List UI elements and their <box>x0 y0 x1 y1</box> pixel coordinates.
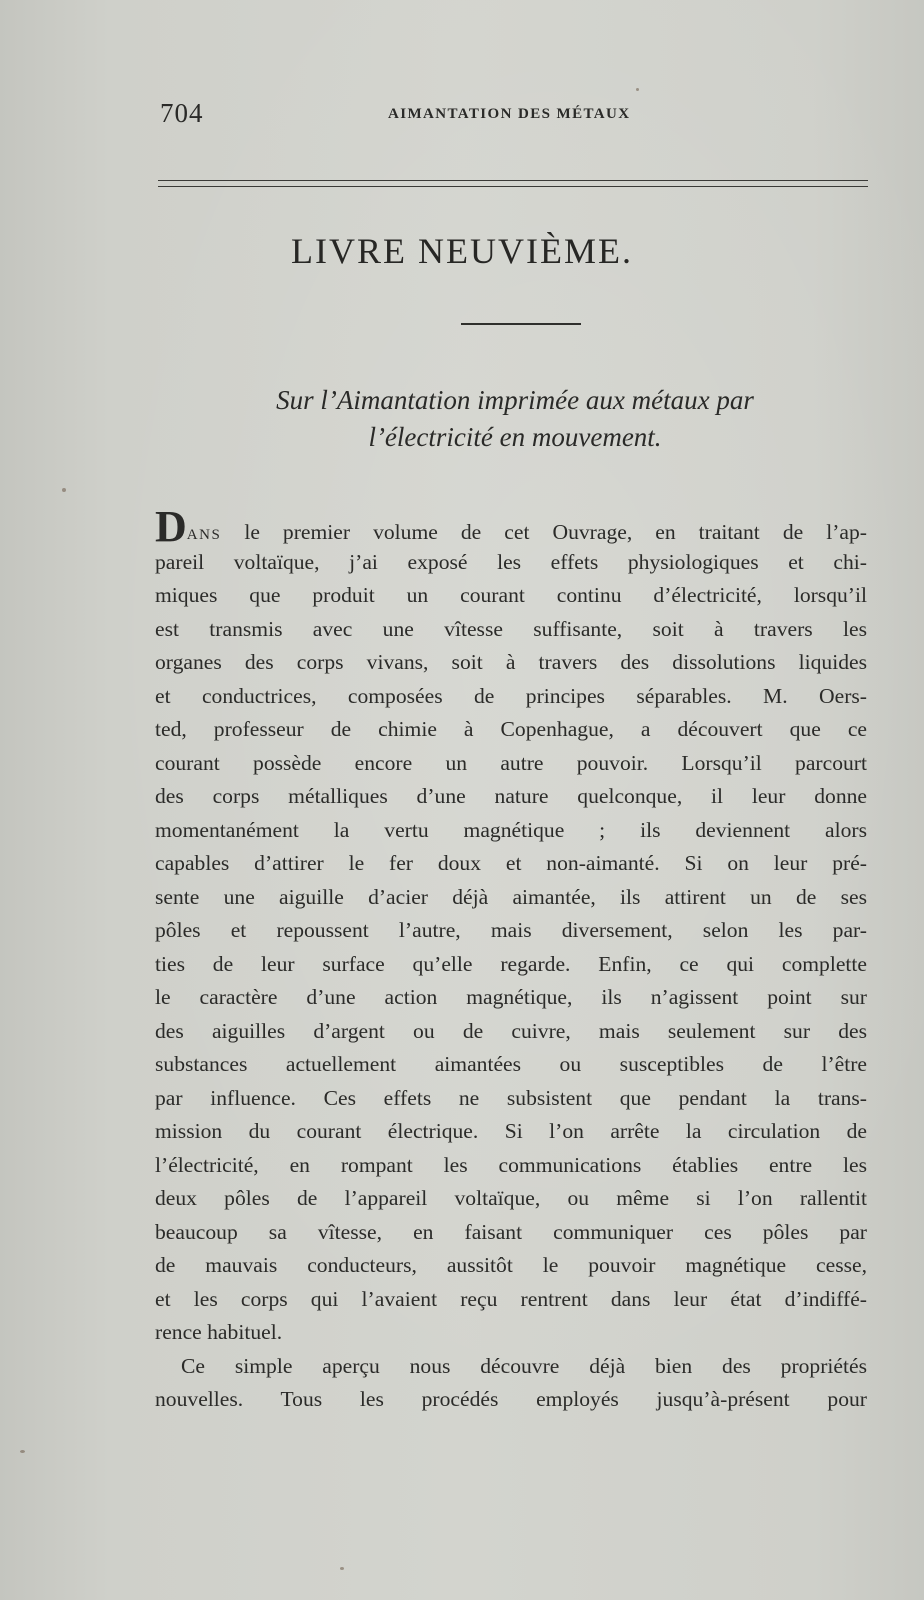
paper-speck <box>340 1567 344 1570</box>
text-line: beaucoup sa vîtesse, en faisant communiquer ces pôles par <box>155 1219 867 1244</box>
text-line: est transmis avec une vîtesse suffisante, soit à travers les <box>155 616 867 641</box>
text-line: ties de leur surface qu’elle regarde. Enfin, ce qui complette <box>155 951 867 976</box>
text-line: ted, professeur de chimie à Copenhague, a découvert que ce <box>155 717 867 741</box>
paper-speck <box>636 88 639 91</box>
text-line: sente une aiguille d’acier déjà aimantée, ils attirent un de ses <box>155 884 867 909</box>
running-head <box>160 98 860 128</box>
text-line-1 <box>155 502 867 551</box>
first-line-rest: le premier volume de cet Ouvrage, en traitant de l’ap- <box>221 520 867 544</box>
subtitle-line-2: l’électricité en mouvement. <box>368 422 662 452</box>
text-line: rence habituel. <box>155 1320 283 1344</box>
page-number: 704 <box>160 98 204 128</box>
text-line: l’électricité, en rompant les communications établies entre les <box>155 1152 867 1177</box>
text-line: pôles et repoussent l’autre, mais diversement, selon les par- <box>155 918 867 942</box>
text-line: courant possède encore un autre pouvoir. Lorsqu’il parcourt <box>155 750 867 775</box>
text-line: miques que produit un courant continu d’électricité, lorsqu’il <box>155 583 867 607</box>
chapter-subtitle <box>160 382 870 456</box>
subtitle-line-1: Sur l’Aimantation imprimée aux métaux par <box>276 385 754 415</box>
text-line: le caractère d’une action magnétique, ils n’agissent point sur <box>155 985 867 1009</box>
body-text <box>155 502 867 1417</box>
paper-speck <box>20 1450 25 1453</box>
text-line: des corps métalliques d’une nature quelconque, il leur donne <box>155 784 867 808</box>
text-line: pareil voltaïque, j’ai exposé les effets physiologiques et chi- <box>155 549 867 574</box>
text-line: par influence. Ces effets ne subsistent que pendant la trans- <box>155 1085 867 1110</box>
drop-cap: D <box>155 502 187 551</box>
text-line: de mauvais conducteurs, aussitôt le pouvoir magnétique cesse, <box>155 1253 867 1277</box>
text-line: mission du courant électrique. Si l’on arrête la circulation de <box>155 1119 867 1143</box>
text-line: momentanément la vertu magnétique ; ils deviennent alors <box>155 817 867 842</box>
header-double-rule <box>158 180 868 187</box>
chapter-title: LIVRE NEUVIÈME. <box>291 231 633 271</box>
text-line: et conductrices, composées de principes séparables. M. Oers- <box>155 683 867 708</box>
drop-cap-rest: ANS <box>186 527 222 543</box>
paragraph-2-line: Ce simple aperçu nous découvre déjà bien des propriétés <box>181 1353 867 1378</box>
text-line: substances actuellement aimantées ou susceptibles de l’être <box>155 1052 867 1076</box>
text-line: organes des corps vivans, soit à travers des dissolutions liquides <box>155 650 867 674</box>
title-divider <box>461 323 581 325</box>
running-title: AIMANTATION DES MÉTAUX <box>388 106 631 122</box>
text-line: des aiguilles d’argent ou de cuivre, mais seulement sur des <box>155 1018 867 1043</box>
text-line: et les corps qui l’avaient reçu rentrent dans leur état d’indiffé- <box>155 1286 867 1311</box>
paper-speck <box>62 488 66 492</box>
text-line: deux pôles de l’appareil voltaïque, ou même si l’on rallentit <box>155 1186 867 1210</box>
paragraph-2-line: nouvelles. Tous les procédés employés jusqu’à-présent pour <box>155 1387 867 1411</box>
text-line: capables d’attirer le fer doux et non-aimanté. Si on leur pré- <box>155 851 867 875</box>
